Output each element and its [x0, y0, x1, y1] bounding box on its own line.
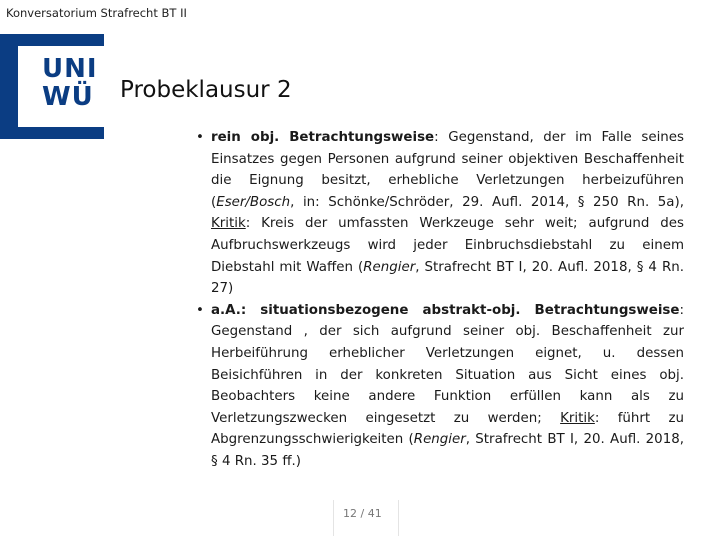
bullet-text: , in: Schönke/Schröder, 29. Aufl. 2014, § 250 Rn. 5a), [290, 194, 684, 210]
slide-content [196, 127, 684, 473]
citation-author: Rengier [413, 432, 466, 448]
bullet-text: : Gegenstand , der sich aufgrund seiner obj. Beschaffenheit zur Herbeiführung erheblicher Verletzungen eignet, u. dessen Beisichführen in der konkreten Situation aus Sicht eines obj. Beobachters keine andere Funktion erfüllen kann als zu Verletzungszwecken eingesetzt zu werden; [211, 302, 684, 426]
critique-label: Kritik [560, 410, 595, 426]
bullet-term: a.A.: situationsbezogene abstrakt-obj. Betrachtungsweise [211, 302, 680, 318]
citation-author: Eser/Bosch [216, 194, 291, 210]
logo-text [42, 56, 98, 112]
bullet-text: : führt zu Abgrenzungsschwierigkeiten ( [211, 410, 684, 448]
bullet-text: , Strafrecht BT I, 20. Aufl. 2018, § 4 Rn. 35 ff.) [211, 432, 684, 469]
critique-label: Kritik [211, 216, 246, 232]
bullet-term: rein obj. Betrachtungsweise [211, 130, 435, 145]
bullet-item [196, 300, 684, 473]
citation-author: Rengier [363, 259, 416, 275]
bullet-text: : Gegenstand, der im Falle seines Einsatzes gegen Personen aufgrund seiner objektiven Beschaffenheit die Eignung besitzt, erhebliche Verletzungen herbeizuführen ( [211, 130, 685, 210]
university-logo [0, 34, 104, 139]
bullet-item [196, 127, 684, 300]
bullet-text: , Strafrecht BT I, 20. Aufl. 2018, § 4 Rn. 27) [211, 259, 684, 297]
slide-title: Probeklausur 2 [120, 77, 292, 103]
logo-line-2: WÜ [42, 82, 94, 112]
bullet-text: : Kreis der umfassten Werkzeuge sehr weit; aufgrund des Aufbruchswerkzeugs wird jeder Einbruchsdiebstahl zu einem Diebstahl mit Waffen ( [211, 216, 684, 275]
logo-line-1: UNI [42, 54, 98, 84]
page-number: 12 / 41 [343, 507, 382, 520]
course-title: Konversatorium Strafrecht BT II [6, 6, 187, 20]
